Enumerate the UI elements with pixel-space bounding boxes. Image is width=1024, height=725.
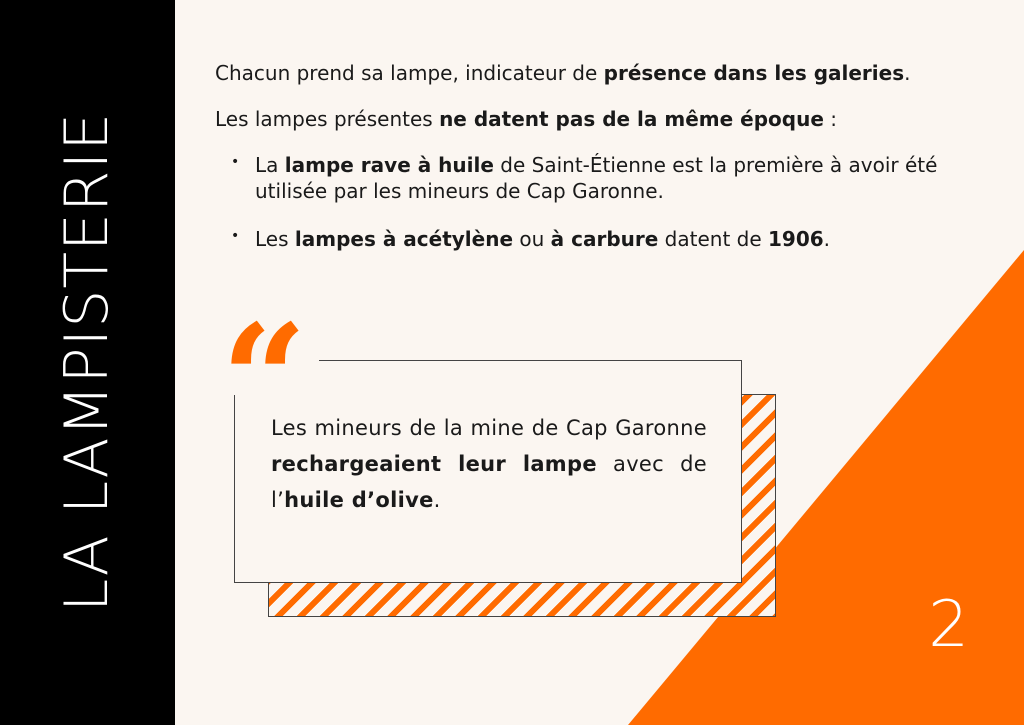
- bullet-bold: à carbure: [550, 227, 659, 251]
- bullet-item-rave: [215, 152, 955, 204]
- quote-bold-part: huile d’olive: [284, 488, 434, 512]
- quote-bold-part: rechargeaient leur lampe: [271, 452, 597, 476]
- bullet-text: de Saint-Étienne est la première à avoir été utilisée par les mineurs de Cap Garonne.: [255, 153, 938, 203]
- intro-line-2-end: :: [823, 107, 837, 131]
- quote-text-part: .: [433, 488, 441, 512]
- sidebar-title: LA LAMPISTERIE: [52, 111, 122, 613]
- intro-line-2-bold: ne datent pas de la même époque: [439, 107, 824, 131]
- intro-line-2: [215, 106, 975, 132]
- quote-text-part: avec de l’: [271, 452, 708, 512]
- quote-text-part: Les mineurs de la mine de Cap Garonne: [271, 416, 707, 440]
- bullet-text: datent de: [658, 227, 768, 251]
- intro-line-2-text: Les lampes présentes: [215, 107, 440, 131]
- quote-text: [271, 410, 707, 518]
- bullet-list: [215, 152, 975, 252]
- bullet-item-acetylene: [215, 226, 955, 252]
- main-content: [215, 60, 975, 274]
- intro-line-1-end: .: [904, 61, 911, 85]
- quote-mark-icon: “: [215, 305, 319, 395]
- bullet-text: La: [255, 153, 285, 177]
- bullet-text: ou: [513, 227, 551, 251]
- bullet-bold: 1906: [768, 227, 824, 251]
- bullet-text: Les: [255, 227, 295, 251]
- intro-line-1-bold: présence dans les galeries: [603, 61, 905, 85]
- bullet-bold: lampe rave à huile: [284, 153, 494, 177]
- bullet-text: .: [823, 227, 831, 251]
- page-number: 2: [928, 588, 969, 662]
- intro-line-1-text: Chacun prend sa lampe, indicateur de: [215, 61, 604, 85]
- bullet-bold: lampes à acétylène: [294, 227, 514, 251]
- intro-line-1: [215, 60, 975, 86]
